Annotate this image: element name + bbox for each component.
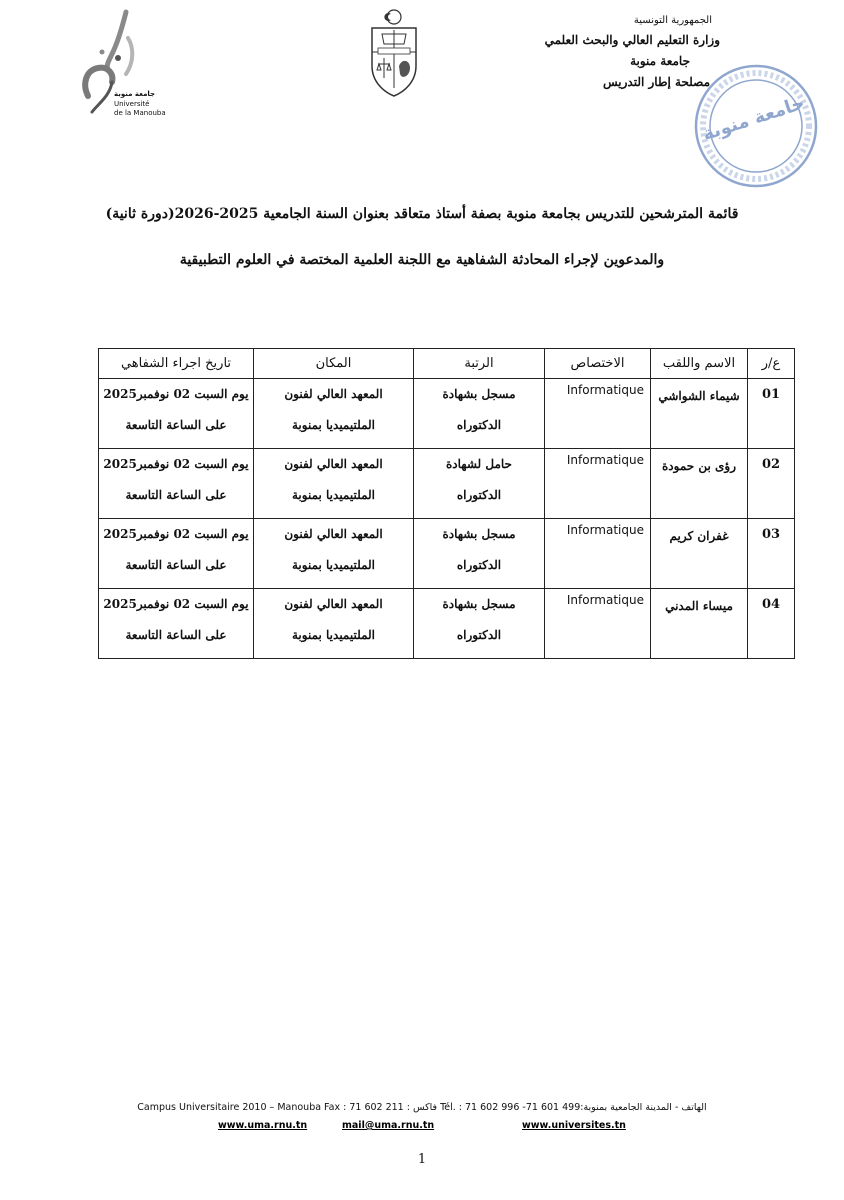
place-line-1: المعهد العالي لفنون [284, 527, 383, 541]
date-line-2: على الساعة التاسعة [125, 418, 227, 432]
row-rank [414, 449, 545, 519]
rank-line-2: الدكتوراه [456, 628, 502, 642]
row-date [99, 449, 254, 519]
date-line-1: يوم السبت 02 نوفمبر2025 [103, 597, 249, 611]
letterhead [460, 12, 720, 93]
university-logo [68, 8, 178, 118]
stamp-text: جامعة منوبة [700, 92, 808, 146]
website-link[interactable]: www.uma.rnu.tn [218, 1120, 308, 1131]
header-num: ع/ر [748, 349, 795, 379]
tunisia-coat-of-arms [364, 8, 424, 100]
rank-line-1: مسجل بشهادة [442, 387, 516, 401]
university-label: جامعة منوبة [630, 53, 690, 68]
page-number: 1 [417, 1152, 427, 1167]
table-row [99, 449, 795, 519]
rank-line-2: الدكتوراه [456, 418, 502, 432]
rank-line-1: مسجل بشهادة [442, 597, 516, 611]
table-header-row [99, 349, 795, 379]
row-date [99, 519, 254, 589]
row-num: 04 [748, 589, 795, 659]
republic-label: الجمهورية التونسية [633, 15, 712, 26]
row-rank [414, 519, 545, 589]
row-place [254, 379, 414, 449]
rank-line-2: الدكتوراه [456, 488, 502, 502]
row-name: رؤى بن حمودة [651, 449, 748, 519]
row-name: غفران كريم [651, 519, 748, 589]
rank-line-2: الدكتوراه [456, 558, 502, 572]
footer-address: Campus Universitaire 2010 – Manouba Fax : 71 602 211 : فاكس Tél. : 71 602 996 -71 601 499:الهاتف - المدينة الجامعية بمنوبة [137, 1102, 707, 1113]
ministry-label: وزارة التعليم العالي والبحث العلمي [544, 32, 720, 47]
date-line-2: على الساعة التاسعة [125, 628, 227, 642]
row-specialty: Informatique [545, 519, 651, 589]
header-rank: الرتبة [414, 349, 545, 379]
place-line-2: الملتيميديا بمنوبة [291, 558, 376, 572]
row-name: شيماء الشواشي [651, 379, 748, 449]
header-place: المكان [254, 349, 414, 379]
table-row [99, 519, 795, 589]
logo-name-fr-1: Université [114, 100, 150, 108]
date-line-1: يوم السبت 02 نوفمبر2025 [103, 387, 249, 401]
footer [60, 1102, 784, 1131]
table-row [99, 379, 795, 449]
header-date: تاريخ اجراء الشفاهي [99, 349, 254, 379]
department-label: مصلحة إطار التدريس [602, 74, 710, 89]
row-num: 03 [748, 519, 795, 589]
document-title-line-2: والمدعوين لإجراء المحادثة الشفاهية مع اللجنة العلمية المختصة في العلوم التطبيقية [179, 252, 665, 268]
row-name: ميساء المدني [651, 589, 748, 659]
row-specialty: Informatique [545, 379, 651, 449]
row-num: 01 [748, 379, 795, 449]
row-specialty: Informatique [545, 589, 651, 659]
header-name: الاسم واللقب [651, 349, 748, 379]
row-num: 02 [748, 449, 795, 519]
row-specialty: Informatique [545, 449, 651, 519]
row-place [254, 449, 414, 519]
date-line-2: على الساعة التاسعة [125, 488, 227, 502]
official-stamp [690, 60, 822, 192]
date-line-1: يوم السبت 02 نوفمبر2025 [103, 527, 249, 541]
table-row [99, 589, 795, 659]
logo-name-fr-2: de la Manouba [114, 109, 166, 117]
date-line-1: يوم السبت 02 نوفمبر2025 [103, 457, 249, 471]
candidates-table [98, 348, 795, 659]
date-line-2: على الساعة التاسعة [125, 558, 227, 572]
logo-name-ar: جامعة منوبة [114, 90, 156, 98]
rank-line-1: مسجل بشهادة [442, 527, 516, 541]
place-line-1: المعهد العالي لفنون [284, 457, 383, 471]
universities-link[interactable]: www.universites.tn [522, 1120, 626, 1131]
row-place [254, 589, 414, 659]
place-line-2: الملتيميديا بمنوبة [291, 488, 376, 502]
header-specialty: الاختصاص [545, 349, 651, 379]
coat-of-arms-icon [364, 8, 424, 100]
place-line-2: الملتيميديا بمنوبة [291, 418, 376, 432]
stamp-icon [690, 60, 822, 192]
place-line-1: المعهد العالي لفنون [284, 597, 383, 611]
row-rank [414, 589, 545, 659]
rank-line-1: حامل لشهادة [446, 457, 512, 471]
row-date [99, 379, 254, 449]
place-line-1: المعهد العالي لفنون [284, 387, 383, 401]
row-date [99, 589, 254, 659]
row-rank [414, 379, 545, 449]
row-place [254, 519, 414, 589]
place-line-2: الملتيميديا بمنوبة [291, 628, 376, 642]
document-title-line-1: قائمة المترشحين للتدريس بجامعة منوبة بصفة أستاذ متعاقد بعنوان السنة الجامعية 2025-2026(دورة ثانية) [105, 206, 739, 222]
email-link[interactable]: mail@uma.rnu.tn [342, 1120, 435, 1131]
